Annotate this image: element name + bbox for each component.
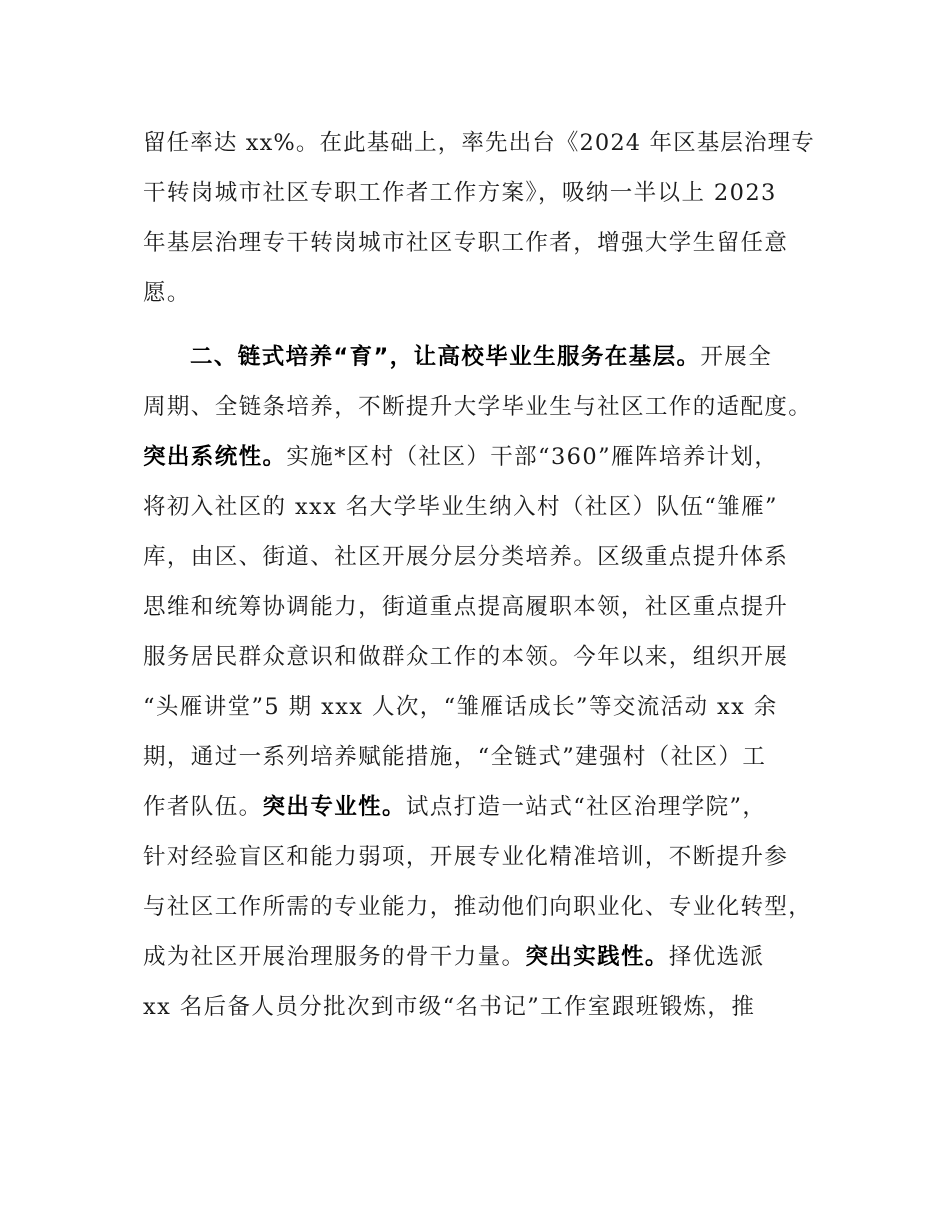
text-segment: 年基层治理专干转岗城市社区专职工作者，增强大学生留任意 <box>143 230 789 256</box>
text-line <box>143 992 755 1022</box>
text-segment: 开展全 <box>700 344 773 370</box>
text-segment: 库，由区、街道、社区开展分层分类培养。区级重点提升体系 <box>143 544 789 570</box>
text-line <box>143 692 778 722</box>
text-line <box>143 228 788 258</box>
text-line <box>143 492 778 522</box>
subheading-practical: 突出实践性。 <box>525 944 669 970</box>
subheading-professional: 突出专业性。 <box>262 794 406 820</box>
text-segment: 周期、全链条培养，不断提升大学毕业生与社区工作的适配度。 <box>143 394 813 420</box>
text-segment: xx 名后备人员分批次到市级“名书记”工作室跟班锻炼，推 <box>143 994 756 1020</box>
text-line <box>143 742 766 772</box>
text-line <box>143 128 815 158</box>
text-line <box>143 942 764 972</box>
text-segment: 与社区工作所需的专业能力，推动他们向职业化、专业化转型， <box>143 894 813 920</box>
text-segment: 作者队伍。 <box>143 794 263 820</box>
text-line <box>143 392 812 422</box>
text-segment: 期，通过一系列培养赋能措施，“全链式”建强村（社区）工 <box>143 744 767 770</box>
text-line <box>143 592 788 622</box>
text-line <box>143 892 812 922</box>
section-heading-line <box>190 342 772 372</box>
text-segment: “头雁讲堂”5 期 xxx 人次，“雏雁话成长”等交流活动 xx 余 <box>143 694 778 720</box>
text-line <box>143 178 777 208</box>
text-line <box>143 642 788 672</box>
text-segment: 思维和统筹协调能力，街道重点提高履职本领，社区重点提升 <box>143 594 789 620</box>
text-segment: 干转岗城市社区专职工作者工作方案》，吸纳一半以上 2023 <box>143 180 777 206</box>
text-line <box>143 278 191 308</box>
text-segment: 成为社区开展治理服务的骨干力量。 <box>143 944 526 970</box>
text-segment: 试点打造一站式“社区治理学院”， <box>405 794 767 820</box>
text-line <box>143 542 788 572</box>
text-segment: 将初入社区的 xxx 名大学毕业生纳入村（社区）队伍“雏雁” <box>143 494 778 520</box>
text-segment: 愿。 <box>143 280 191 306</box>
text-line <box>143 792 766 822</box>
section-heading: 二、链式培养“育”，让高校毕业生服务在基层。 <box>190 344 701 370</box>
text-segment: 择优选派 <box>668 944 765 970</box>
text-segment: 服务居民群众意识和做群众工作的本领。今年以来，组织开展 <box>143 644 789 670</box>
text-segment: 实施*区村（社区）干部“360”雁阵培养计划， <box>286 444 779 470</box>
text-segment: 针对经验盲区和能力弱项，开展专业化精准培训，不断提升参 <box>143 844 789 870</box>
text-line <box>143 842 788 872</box>
subheading-systematic: 突出系统性。 <box>143 444 287 470</box>
text-segment: 留任率达 xx%。在此基础上，率先出台《2024 年区基层治理专 <box>143 130 815 156</box>
text-line <box>143 442 778 472</box>
